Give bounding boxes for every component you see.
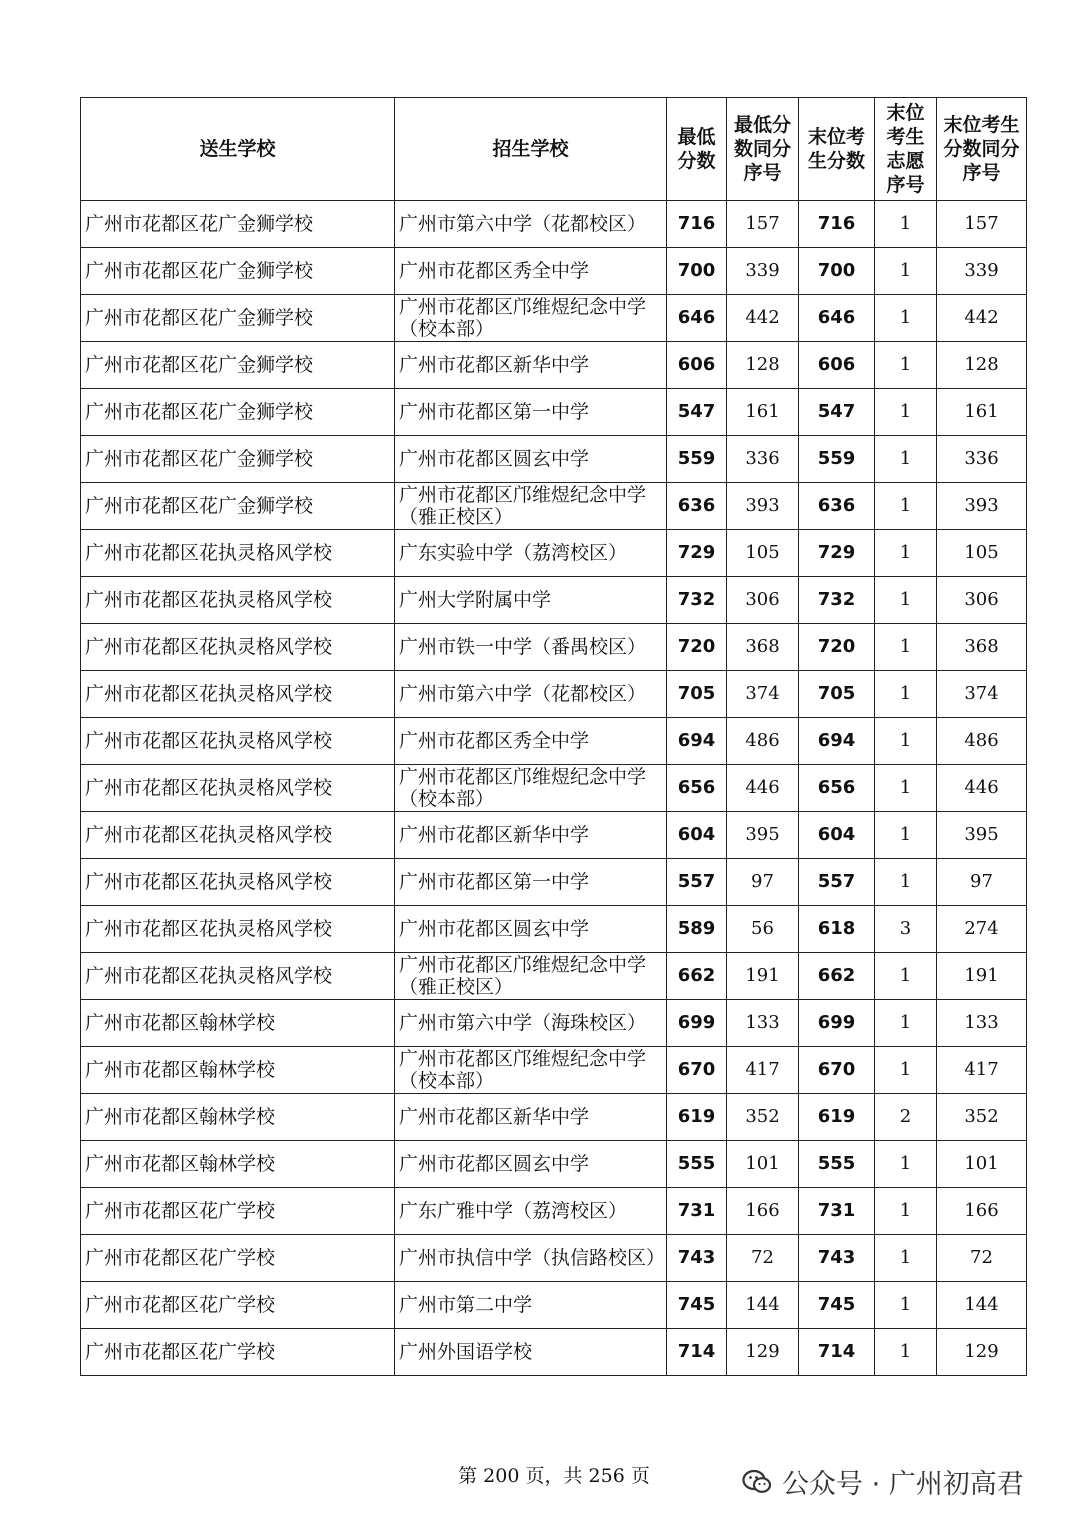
- last-score-cell: 700: [799, 248, 875, 295]
- last-pref-cell: 1: [875, 1282, 937, 1329]
- last-rank-cell: 161: [937, 389, 1027, 436]
- last-score-cell: 636: [799, 483, 875, 530]
- recv-school-cell: 广州市花都区新华中学: [395, 1094, 667, 1141]
- last-score-cell: 670: [799, 1047, 875, 1094]
- last-pref-cell: 1: [875, 295, 937, 342]
- min-score-cell: 670: [667, 1047, 727, 1094]
- last-rank-cell: 352: [937, 1094, 1027, 1141]
- last-rank-cell: 191: [937, 953, 1027, 1000]
- last-pref-cell: 1: [875, 436, 937, 483]
- last-rank-cell: 274: [937, 906, 1027, 953]
- admission-table-container: [80, 97, 1026, 1376]
- last-pref-cell: 1: [875, 1000, 937, 1047]
- send-school-cell: 广州市花都区花执灵格风学校: [81, 859, 395, 906]
- last-score-cell: 662: [799, 953, 875, 1000]
- last-rank-cell: 417: [937, 1047, 1027, 1094]
- last-rank-cell: 101: [937, 1141, 1027, 1188]
- last-score-cell: 656: [799, 765, 875, 812]
- recv-school-cell: 广州市花都区新华中学: [395, 812, 667, 859]
- last-score-cell: 618: [799, 906, 875, 953]
- last-score-cell: 716: [799, 201, 875, 248]
- last-rank-cell: 339: [937, 248, 1027, 295]
- last-pref-cell: 1: [875, 859, 937, 906]
- min-rank-cell: 157: [727, 201, 799, 248]
- table-row: [81, 1282, 1027, 1329]
- min-score-cell: 589: [667, 906, 727, 953]
- table-row: [81, 1094, 1027, 1141]
- send-school-cell: 广州市花都区花广金狮学校: [81, 295, 395, 342]
- last-score-cell: 559: [799, 436, 875, 483]
- last-pref-cell: 1: [875, 530, 937, 577]
- min-score-cell: 662: [667, 953, 727, 1000]
- last-rank-cell: 336: [937, 436, 1027, 483]
- send-school-cell: 广州市花都区花广金狮学校: [81, 389, 395, 436]
- recv-school-cell: 广州市花都区邝维煜纪念中学（雅正校区）: [395, 953, 667, 1000]
- table-row: [81, 859, 1027, 906]
- table-row: [81, 1047, 1027, 1094]
- min-score-cell: 731: [667, 1188, 727, 1235]
- min-rank-cell: 101: [727, 1141, 799, 1188]
- last-pref-cell: 1: [875, 765, 937, 812]
- recv-school-cell: 广州市花都区邝维煜纪念中学（校本部）: [395, 1047, 667, 1094]
- min-rank-cell: 191: [727, 953, 799, 1000]
- min-score-cell: 716: [667, 201, 727, 248]
- page-number: 第 200 页，共 256 页: [458, 1465, 650, 1487]
- header-last-pref: 末位 考生 志愿 序号: [875, 98, 937, 201]
- last-score-cell: 720: [799, 624, 875, 671]
- recv-school-cell: 广州市花都区邝维煜纪念中学（校本部）: [395, 765, 667, 812]
- last-pref-cell: 1: [875, 671, 937, 718]
- watermark: [742, 1462, 1024, 1501]
- send-school-cell: 广州市花都区花执灵格风学校: [81, 812, 395, 859]
- recv-school-cell: 广州市铁一中学（番禺校区）: [395, 624, 667, 671]
- min-rank-cell: 128: [727, 342, 799, 389]
- table-header-row: [81, 98, 1027, 201]
- send-school-cell: 广州市花都区花执灵格风学校: [81, 577, 395, 624]
- send-school-cell: 广州市花都区翰林学校: [81, 1141, 395, 1188]
- recv-school-cell: 广州市第六中学（花都校区）: [395, 201, 667, 248]
- send-school-cell: 广州市花都区花执灵格风学校: [81, 624, 395, 671]
- last-rank-cell: 368: [937, 624, 1027, 671]
- send-school-cell: 广州市花都区翰林学校: [81, 1047, 395, 1094]
- last-pref-cell: 1: [875, 389, 937, 436]
- table-row: [81, 1141, 1027, 1188]
- min-score-cell: 699: [667, 1000, 727, 1047]
- last-pref-cell: 1: [875, 577, 937, 624]
- last-pref-cell: 1: [875, 483, 937, 530]
- recv-school-cell: 广州大学附属中学: [395, 577, 667, 624]
- min-rank-cell: 374: [727, 671, 799, 718]
- table-row: [81, 1329, 1027, 1376]
- min-rank-cell: 352: [727, 1094, 799, 1141]
- send-school-cell: 广州市花都区花广学校: [81, 1329, 395, 1376]
- table-row: [81, 577, 1027, 624]
- table-row: [81, 342, 1027, 389]
- table-row: [81, 1000, 1027, 1047]
- last-score-cell: 745: [799, 1282, 875, 1329]
- table-row: [81, 201, 1027, 248]
- min-rank-cell: 417: [727, 1047, 799, 1094]
- send-school-cell: 广州市花都区花广金狮学校: [81, 342, 395, 389]
- last-rank-cell: 133: [937, 1000, 1027, 1047]
- header-min-rank: 最低分 数同分 序号: [727, 98, 799, 201]
- min-score-cell: 705: [667, 671, 727, 718]
- min-score-cell: 646: [667, 295, 727, 342]
- min-score-cell: 720: [667, 624, 727, 671]
- min-rank-cell: 105: [727, 530, 799, 577]
- last-rank-cell: 72: [937, 1235, 1027, 1282]
- table-row: [81, 812, 1027, 859]
- last-rank-cell: 374: [937, 671, 1027, 718]
- send-school-cell: 广州市花都区花广学校: [81, 1188, 395, 1235]
- last-rank-cell: 395: [937, 812, 1027, 859]
- recv-school-cell: 广州市花都区第一中学: [395, 859, 667, 906]
- send-school-cell: 广州市花都区花广学校: [81, 1235, 395, 1282]
- min-score-cell: 557: [667, 859, 727, 906]
- min-rank-cell: 339: [727, 248, 799, 295]
- table-row: [81, 248, 1027, 295]
- last-pref-cell: 1: [875, 1235, 937, 1282]
- send-school-cell: 广州市花都区花执灵格风学校: [81, 530, 395, 577]
- min-score-cell: 604: [667, 812, 727, 859]
- last-score-cell: 714: [799, 1329, 875, 1376]
- recv-school-cell: 广州市第六中学（花都校区）: [395, 671, 667, 718]
- header-send-school: 送生学校: [81, 98, 395, 201]
- table-row: [81, 389, 1027, 436]
- send-school-cell: 广州市花都区花广金狮学校: [81, 436, 395, 483]
- recv-school-cell: 广州市花都区秀全中学: [395, 248, 667, 295]
- last-pref-cell: 3: [875, 906, 937, 953]
- min-rank-cell: 486: [727, 718, 799, 765]
- recv-school-cell: 广州市花都区邝维煜纪念中学（雅正校区）: [395, 483, 667, 530]
- table-row: [81, 718, 1027, 765]
- min-rank-cell: 129: [727, 1329, 799, 1376]
- last-score-cell: 604: [799, 812, 875, 859]
- last-pref-cell: 1: [875, 1329, 937, 1376]
- min-rank-cell: 446: [727, 765, 799, 812]
- last-score-cell: 705: [799, 671, 875, 718]
- last-pref-cell: 1: [875, 953, 937, 1000]
- last-rank-cell: 166: [937, 1188, 1027, 1235]
- min-score-cell: 700: [667, 248, 727, 295]
- min-rank-cell: 161: [727, 389, 799, 436]
- table-row: [81, 624, 1027, 671]
- recv-school-cell: 广州市第六中学（海珠校区）: [395, 1000, 667, 1047]
- min-score-cell: 714: [667, 1329, 727, 1376]
- last-score-cell: 732: [799, 577, 875, 624]
- table-row: [81, 483, 1027, 530]
- table-row: [81, 1188, 1027, 1235]
- recv-school-cell: 广州市花都区新华中学: [395, 342, 667, 389]
- min-rank-cell: 395: [727, 812, 799, 859]
- min-rank-cell: 144: [727, 1282, 799, 1329]
- recv-school-cell: 广东实验中学（荔湾校区）: [395, 530, 667, 577]
- min-score-cell: 547: [667, 389, 727, 436]
- send-school-cell: 广州市花都区花广金狮学校: [81, 201, 395, 248]
- min-score-cell: 656: [667, 765, 727, 812]
- header-last-rank: 末位考生 分数同分 序号: [937, 98, 1027, 201]
- wechat-icon: [742, 1469, 772, 1495]
- last-pref-cell: 1: [875, 201, 937, 248]
- last-pref-cell: 1: [875, 248, 937, 295]
- last-pref-cell: 1: [875, 342, 937, 389]
- last-rank-cell: 486: [937, 718, 1027, 765]
- last-pref-cell: 1: [875, 1141, 937, 1188]
- table-row: [81, 295, 1027, 342]
- min-score-cell: 636: [667, 483, 727, 530]
- last-score-cell: 557: [799, 859, 875, 906]
- table-row: [81, 953, 1027, 1000]
- send-school-cell: 广州市花都区翰林学校: [81, 1094, 395, 1141]
- watermark-text: 公众号 · 广州初高君: [782, 1469, 1024, 1500]
- table-row: [81, 671, 1027, 718]
- last-rank-cell: 144: [937, 1282, 1027, 1329]
- last-score-cell: 606: [799, 342, 875, 389]
- last-rank-cell: 105: [937, 530, 1027, 577]
- send-school-cell: 广州市花都区花执灵格风学校: [81, 953, 395, 1000]
- min-rank-cell: 336: [727, 436, 799, 483]
- min-rank-cell: 166: [727, 1188, 799, 1235]
- min-score-cell: 555: [667, 1141, 727, 1188]
- last-score-cell: 555: [799, 1141, 875, 1188]
- last-rank-cell: 306: [937, 577, 1027, 624]
- last-rank-cell: 393: [937, 483, 1027, 530]
- send-school-cell: 广州市花都区花执灵格风学校: [81, 671, 395, 718]
- recv-school-cell: 广州市花都区圆玄中学: [395, 436, 667, 483]
- min-score-cell: 559: [667, 436, 727, 483]
- min-score-cell: 729: [667, 530, 727, 577]
- last-rank-cell: 446: [937, 765, 1027, 812]
- last-pref-cell: 1: [875, 718, 937, 765]
- min-score-cell: 745: [667, 1282, 727, 1329]
- send-school-cell: 广州市花都区花广金狮学校: [81, 248, 395, 295]
- send-school-cell: 广州市花都区翰林学校: [81, 1000, 395, 1047]
- last-pref-cell: 1: [875, 1188, 937, 1235]
- min-rank-cell: 72: [727, 1235, 799, 1282]
- min-score-cell: 732: [667, 577, 727, 624]
- recv-school-cell: 广州市第二中学: [395, 1282, 667, 1329]
- header-last-score: 末位考 生分数: [799, 98, 875, 201]
- min-rank-cell: 133: [727, 1000, 799, 1047]
- last-score-cell: 699: [799, 1000, 875, 1047]
- header-min-score: 最低 分数: [667, 98, 727, 201]
- recv-school-cell: 广州市花都区圆玄中学: [395, 1141, 667, 1188]
- recv-school-cell: 广州市花都区第一中学: [395, 389, 667, 436]
- last-score-cell: 646: [799, 295, 875, 342]
- admission-table: [80, 97, 1027, 1376]
- header-recv-school: 招生学校: [395, 98, 667, 201]
- send-school-cell: 广州市花都区花广金狮学校: [81, 483, 395, 530]
- table-row: [81, 530, 1027, 577]
- table-row: [81, 1235, 1027, 1282]
- last-score-cell: 743: [799, 1235, 875, 1282]
- min-rank-cell: 368: [727, 624, 799, 671]
- last-rank-cell: 442: [937, 295, 1027, 342]
- last-rank-cell: 97: [937, 859, 1027, 906]
- min-rank-cell: 56: [727, 906, 799, 953]
- last-pref-cell: 1: [875, 1047, 937, 1094]
- send-school-cell: 广州市花都区花广学校: [81, 1282, 395, 1329]
- min-rank-cell: 97: [727, 859, 799, 906]
- last-pref-cell: 2: [875, 1094, 937, 1141]
- last-rank-cell: 157: [937, 201, 1027, 248]
- min-score-cell: 606: [667, 342, 727, 389]
- min-rank-cell: 393: [727, 483, 799, 530]
- send-school-cell: 广州市花都区花执灵格风学校: [81, 765, 395, 812]
- last-rank-cell: 129: [937, 1329, 1027, 1376]
- last-score-cell: 694: [799, 718, 875, 765]
- last-score-cell: 731: [799, 1188, 875, 1235]
- table-body: [81, 201, 1027, 1376]
- last-score-cell: 619: [799, 1094, 875, 1141]
- min-score-cell: 619: [667, 1094, 727, 1141]
- min-rank-cell: 306: [727, 577, 799, 624]
- last-pref-cell: 1: [875, 624, 937, 671]
- send-school-cell: 广州市花都区花执灵格风学校: [81, 906, 395, 953]
- table-row: [81, 765, 1027, 812]
- recv-school-cell: 广东广雅中学（荔湾校区）: [395, 1188, 667, 1235]
- min-rank-cell: 442: [727, 295, 799, 342]
- send-school-cell: 广州市花都区花执灵格风学校: [81, 718, 395, 765]
- last-score-cell: 547: [799, 389, 875, 436]
- last-score-cell: 729: [799, 530, 875, 577]
- min-score-cell: 694: [667, 718, 727, 765]
- recv-school-cell: 广州外国语学校: [395, 1329, 667, 1376]
- last-rank-cell: 128: [937, 342, 1027, 389]
- recv-school-cell: 广州市花都区圆玄中学: [395, 906, 667, 953]
- table-row: [81, 436, 1027, 483]
- recv-school-cell: 广州市执信中学（执信路校区）: [395, 1235, 667, 1282]
- recv-school-cell: 广州市花都区秀全中学: [395, 718, 667, 765]
- last-pref-cell: 1: [875, 812, 937, 859]
- min-score-cell: 743: [667, 1235, 727, 1282]
- recv-school-cell: 广州市花都区邝维煜纪念中学（校本部）: [395, 295, 667, 342]
- table-row: [81, 906, 1027, 953]
